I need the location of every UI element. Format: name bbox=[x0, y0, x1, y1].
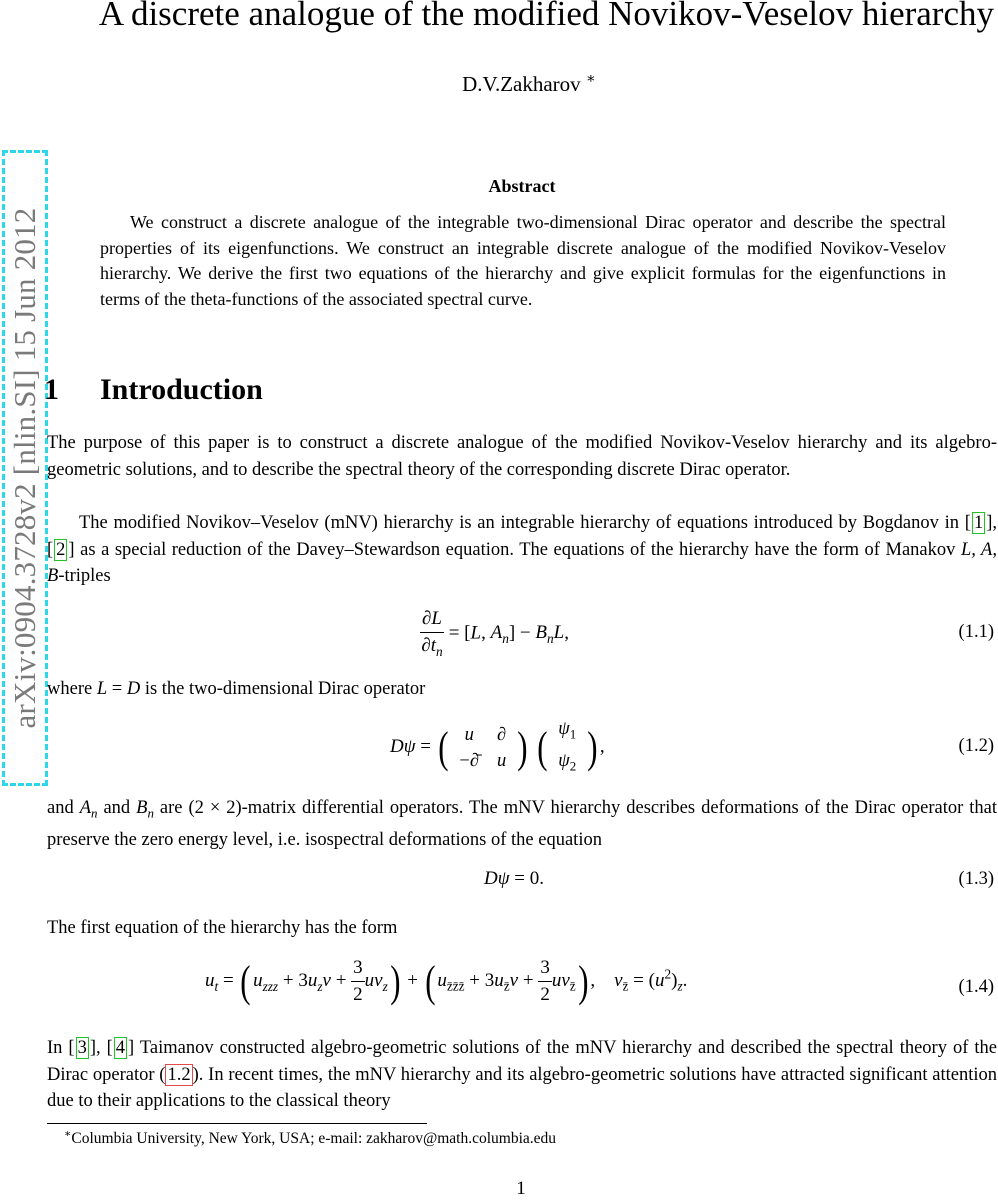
citation-link-2[interactable]: 2 bbox=[56, 539, 66, 560]
paragraph-3-text-b: is the two-dimensional Dirac operator bbox=[140, 679, 426, 699]
citation-link-1[interactable]: 1 bbox=[973, 513, 984, 533]
footnote-mark: ∗ bbox=[64, 1128, 72, 1140]
paper-title: A discrete analogue of the modified Novikov-Veselov hierarchy bbox=[98, 0, 994, 33]
paragraph-4-text: are (2 × 2)-matrix differential operators. The mNV hierarchy describes deformations of the Dirac operator that preserve the zero energy level, i.e. isospectral deformations of the equation bbox=[47, 798, 997, 851]
abstract-heading: Abstract bbox=[488, 176, 556, 196]
equation-number-1-1: (1.1) bbox=[958, 622, 994, 642]
paragraph-6-text-b: ). In recent times, the mNV hierarchy and its algebro-geometric solutions have attracted significant attention due to their applications to the classical theory bbox=[47, 1064, 997, 1111]
intro-paragraph-5: The first equation of the hierarchy has the form bbox=[47, 918, 398, 938]
paragraph-2-text-b: as a special reduction of the Davey–Stewardson equation. The equations of the hierarchy have the form of Manakov bbox=[74, 539, 961, 560]
citation-link-4[interactable]: 4 bbox=[115, 1038, 126, 1058]
page-number: 1 bbox=[516, 1178, 526, 1199]
footnote-text: Columbia University, New York, USA; e-mail: zakharov@math.columbia.edu bbox=[71, 1130, 557, 1148]
intro-paragraph-1: The purpose of this paper is to construct a discrete analogue of the modified Novikov-Veselov hierarchy and its algebro-geometric solutions, and to describe the spectral theory of the corresponding discrete Dirac operator. bbox=[47, 433, 997, 480]
author-name: D.V.Zakharov bbox=[462, 72, 581, 96]
section-title: Introduction bbox=[100, 373, 263, 406]
equation-1-3: Dψ = 0. bbox=[484, 868, 544, 889]
paragraph-2-text-a: The modified Novikov–Veselov (mNV) hierarchy is an integrable hierarchy of equations introduced by Bogdanov in bbox=[79, 513, 965, 533]
abstract-body bbox=[100, 210, 946, 312]
intro-paragraph-2: The modified Novikov–Veselov (mNV) hierarchy is an integrable hierarchy of equations introduced by Bogdanov in [ 1 ], [ 2 ] as a special reduction of the Davey–Stewardson equation. The equations of the hierarchy have the form of Manakov L, A, B-triples bbox=[47, 513, 997, 586]
author-line bbox=[0, 70, 998, 97]
intro-paragraph-3: where L = D is the two-dimensional Dirac operator bbox=[47, 679, 426, 699]
arxiv-stamp-text: arXiv:0904.3728v2 [nlin.SI] 15 Jun 2012 bbox=[7, 207, 42, 729]
section-heading bbox=[44, 373, 263, 407]
footnote-rule bbox=[47, 1123, 427, 1124]
paragraph-3-text-a: where bbox=[47, 679, 97, 699]
equation-1-2: Dψ = ( u ∂ −∂̄ u ) ( $\psi_1$ $\psi_2$ ) , bbox=[390, 719, 605, 774]
paragraph-6-text-a: Taimanov constructed algebro-geometric solutions of the mNV hierarchy and described the spectral theory of the Dirac operator ( bbox=[47, 1038, 997, 1085]
author-footnote-mark: ∗ bbox=[585, 71, 596, 87]
abstract-text: We construct a discrete analogue of the integrable two-dimensional Dirac operator and describe the spectral properties of its eigenfunctions. We construct an integrable discrete analogue of the modified Novikov-Veselov hierarchy. We derive the first two equations of the hierarchy and give explicit formulas for the eigenfunctions in terms of the theta-functions of the associated spectral curve. bbox=[100, 212, 946, 309]
equation-1-4: $u_t$ = ( $u_{zzz} + 3u_zv$ + $\frac{3}{2}$ $uv_z$) + ( $u_{z̄z̄z̄} + 3u_{z̄}v$ + $\frac{3}{2}$ $uv_{z̄}$) , $v_{z̄} = (u^2)_z$. bbox=[205, 956, 688, 1006]
equation-number-1-2: (1.2) bbox=[958, 736, 994, 756]
intro-paragraph-6: In [ 3 ], [ 4 ] Taimanov constructed algebro-geometric solutions of the mNV hierarchy and described the spectral theory of the Dirac operator ( 1.2 ). In recent times, the mNV hierarchy and its algebro-geometric solutions have attracted significant attention due to their applications to the classical theory bbox=[47, 1038, 997, 1111]
equation-1-1: $\frac{\partial L}{\partial t_n}$ = [L, $A_n] - B_nL$, bbox=[421, 608, 569, 659]
equation-ref-link[interactable]: 1.2 bbox=[167, 1064, 191, 1085]
intro-paragraph-4: and $A_n$ and $B_n$ are (2 × 2)-matrix differential operators. The mNV hierarchy describes deformations of the Dirac operator that preserve the zero energy level, i.e. isospectral deformations of the equation bbox=[47, 798, 997, 851]
section-number: 1 bbox=[44, 373, 59, 406]
arxiv-stamp bbox=[2, 150, 48, 786]
equation-number-1-4: (1.4) bbox=[958, 977, 994, 997]
footnote bbox=[64, 1127, 556, 1148]
equation-number-1-3: (1.3) bbox=[958, 869, 994, 889]
citation-link-3[interactable]: 3 bbox=[77, 1038, 87, 1058]
